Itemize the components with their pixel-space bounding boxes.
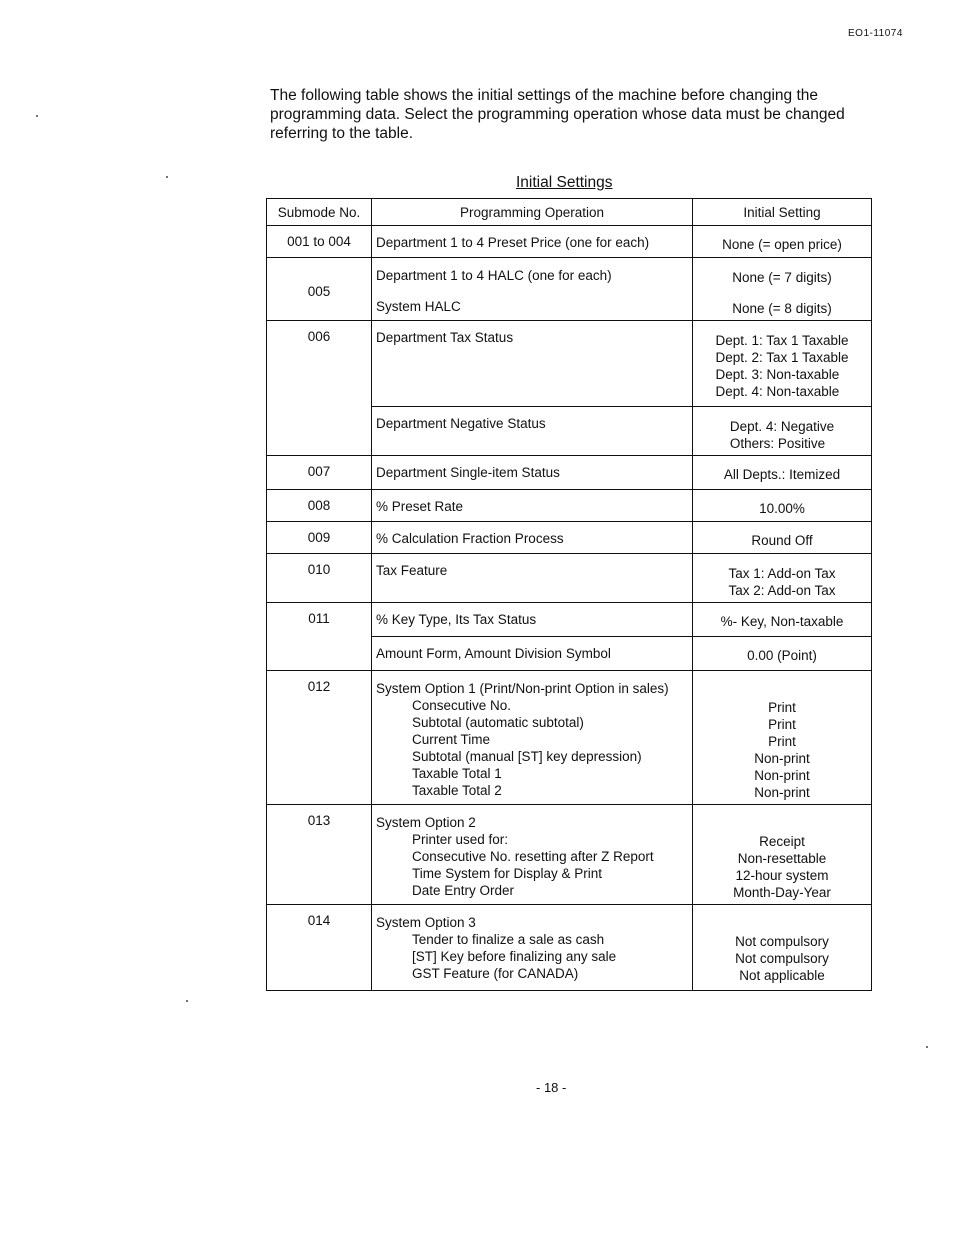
operation-item: Date Entry Order <box>412 883 515 898</box>
scan-speck <box>36 115 38 117</box>
header-setting: Initial Setting <box>693 199 872 226</box>
operation-cell: % Key Type, Its Tax Status <box>372 603 693 637</box>
document-id: EO1-11074 <box>848 28 903 39</box>
operation-cell: Tax Feature <box>372 554 693 603</box>
setting-line: Dept. 4: Negative <box>729 419 835 434</box>
setting-line: Non-print <box>754 785 810 800</box>
submode-cell: 010 <box>267 554 372 603</box>
setting-line: Others: Positive <box>729 436 826 451</box>
page-number: - 18 - <box>536 1080 567 1095</box>
table-row <box>267 258 872 321</box>
operation-cell: Department Tax Status <box>372 321 693 407</box>
submode-cell: 005 <box>267 258 372 321</box>
table-header-row <box>267 199 872 226</box>
setting-cell <box>693 321 872 407</box>
setting-cell <box>693 258 872 321</box>
operation-line: System Option 2 <box>376 815 476 830</box>
initial-settings-table <box>266 198 872 991</box>
setting-line: Month-Day-Year <box>733 885 831 900</box>
operation-item: Taxable Total 2 <box>412 783 502 798</box>
scan-speck <box>926 1046 928 1048</box>
submode-cell: 001 to 004 <box>267 226 372 258</box>
operation-cell: Department Negative Status <box>372 407 693 456</box>
intro-paragraph <box>270 86 880 143</box>
operation-line: Department 1 to 4 HALC (one for each) <box>376 268 612 283</box>
setting-cell: 0.00 (Point) <box>693 637 872 671</box>
submode-cell: 012 <box>267 671 372 805</box>
submode-cell: 011 <box>267 603 372 671</box>
setting-cell: Round Off <box>693 522 872 554</box>
submode-cell: 007 <box>267 456 372 490</box>
table-row <box>267 321 872 407</box>
table-row <box>267 522 872 554</box>
table-title: Initial Settings <box>516 174 613 191</box>
setting-line: Not compulsory <box>735 951 829 966</box>
setting-line: Non-print <box>754 768 810 783</box>
operation-cell <box>372 805 693 905</box>
setting-line: Dept. 3: Non-taxable <box>715 367 840 382</box>
operation-cell <box>372 671 693 805</box>
operation-line: System Option 1 (Print/Non-print Option in sales) <box>376 681 669 696</box>
operation-item: Taxable Total 1 <box>412 766 502 781</box>
operation-item: Printer used for: <box>412 832 509 847</box>
setting-cell: %- Key, Non-taxable <box>693 603 872 637</box>
setting-line: Not compulsory <box>735 934 829 949</box>
setting-line: Dept. 1: Tax 1 Taxable <box>715 333 849 348</box>
submode-cell: 008 <box>267 490 372 522</box>
table-row <box>267 671 872 805</box>
intro-text: The following table shows the initial settings of the machine before changing the programming data. Select the programming operation whose data must be changed referring to the table. <box>270 87 845 142</box>
table-row <box>267 456 872 490</box>
operation-item: Subtotal (manual [ST] key depression) <box>412 749 642 764</box>
setting-line: Non-print <box>754 751 810 766</box>
setting-line: Receipt <box>759 834 805 849</box>
setting-line: 12-hour system <box>735 868 829 883</box>
operation-item: Tender to finalize a sale as cash <box>412 932 605 947</box>
table-row <box>267 905 872 991</box>
submode-cell: 014 <box>267 905 372 991</box>
table-row <box>267 805 872 905</box>
setting-cell <box>693 805 872 905</box>
operation-item: Consecutive No. <box>412 698 512 713</box>
operation-item: Consecutive No. resetting after Z Report <box>412 849 654 864</box>
submode-cell: 013 <box>267 805 372 905</box>
setting-cell: 10.00% <box>693 490 872 522</box>
operation-cell: Department 1 to 4 Preset Price (one for each) <box>372 226 693 258</box>
setting-cell: All Depts.: Itemized <box>693 456 872 490</box>
setting-line: None (= 8 digits) <box>732 301 832 316</box>
table-row <box>267 226 872 258</box>
setting-line: Tax 2: Add-on Tax <box>728 583 836 598</box>
operation-cell: Amount Form, Amount Division Symbol <box>372 637 693 671</box>
operation-item: Subtotal (automatic subtotal) <box>412 715 584 730</box>
setting-cell <box>693 407 872 456</box>
header-submode: Submode No. <box>267 199 372 226</box>
table-row <box>267 603 872 637</box>
operation-line: System HALC <box>376 299 461 314</box>
operation-cell <box>372 905 693 991</box>
operation-cell: % Preset Rate <box>372 490 693 522</box>
operation-line: System Option 3 <box>376 915 476 930</box>
setting-cell <box>693 671 872 805</box>
setting-line: None (= 7 digits) <box>732 270 832 285</box>
setting-line: Print <box>768 717 796 732</box>
submode-cell: 006 <box>267 321 372 456</box>
operation-item: [ST] Key before finalizing any sale <box>412 949 617 964</box>
setting-line: Print <box>768 700 796 715</box>
setting-cell <box>693 905 872 991</box>
submode-cell: 009 <box>267 522 372 554</box>
header-operation: Programming Operation <box>372 199 693 226</box>
setting-line: Tax 1: Add-on Tax <box>728 566 836 581</box>
operation-item: GST Feature (for CANADA) <box>412 966 579 981</box>
setting-cell: None (= open price) <box>693 226 872 258</box>
setting-line: Not applicable <box>739 968 825 983</box>
setting-line: Non-resettable <box>737 851 827 866</box>
setting-line: Print <box>768 734 796 749</box>
operation-cell: % Calculation Fraction Process <box>372 522 693 554</box>
setting-line: Dept. 4: Non-taxable <box>715 384 840 399</box>
table-row <box>267 554 872 603</box>
scan-speck <box>186 1000 188 1002</box>
operation-item: Time System for Display & Print <box>412 866 603 881</box>
setting-cell <box>693 554 872 603</box>
setting-line: Dept. 2: Tax 1 Taxable <box>715 350 849 365</box>
operation-cell <box>372 258 693 321</box>
operation-item: Current Time <box>412 732 491 747</box>
scan-speck <box>166 176 168 178</box>
operation-cell: Department Single-item Status <box>372 456 693 490</box>
table-row <box>267 490 872 522</box>
